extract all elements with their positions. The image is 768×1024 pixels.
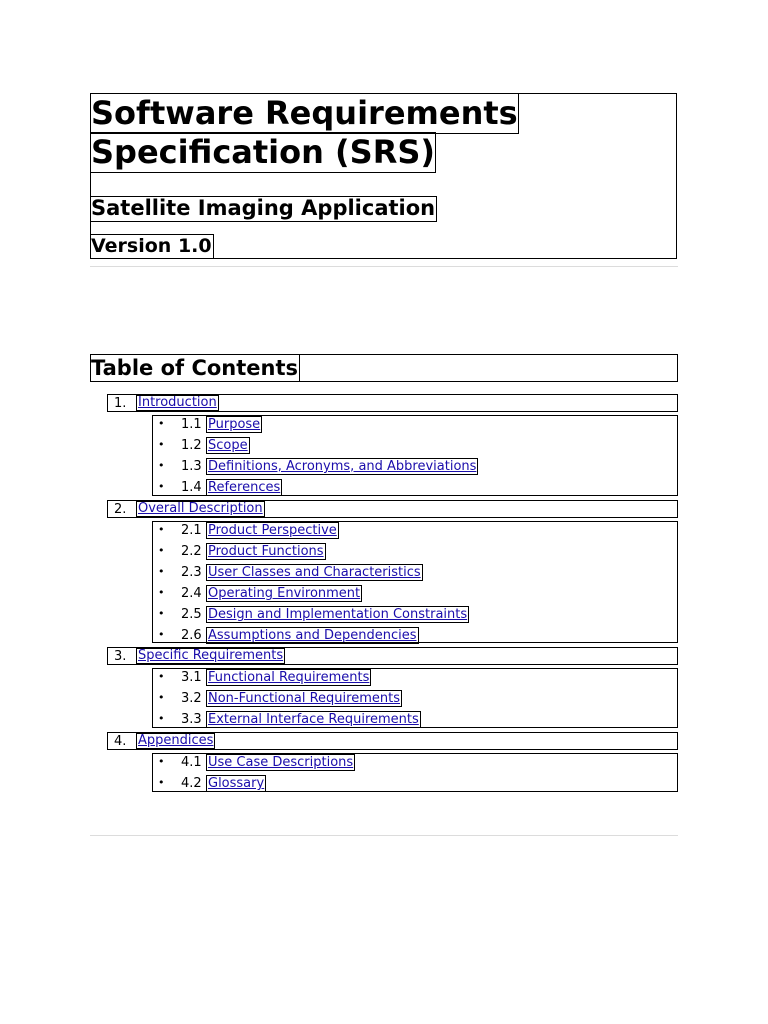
toc-link-definitions[interactable]: Definitions, Acronyms, and Abbreviations [208,459,477,474]
bullet-icon: • [158,755,165,768]
toc-subsection-list [152,753,678,792]
document-title-line1: Software Requirements [91,94,518,132]
toc-section-number: 1. [114,396,127,411]
toc-subsection-number: 1.1 [181,417,202,432]
toc-link-external-interface[interactable]: External Interface Requirements [208,712,419,727]
toc-subsection-number: 2.2 [181,544,202,559]
document-subtitle: Satellite Imaging Application [91,196,436,220]
bullet-icon: • [158,523,165,536]
toc-subsection-number: 1.4 [181,480,202,495]
toc-link-design-constraints[interactable]: Design and Implementation Constraints [208,607,468,622]
toc-section-3 [107,647,678,665]
document-header [90,93,677,259]
toc-subsection-number: 2.5 [181,607,202,622]
toc-link-purpose[interactable]: Purpose [208,417,261,432]
toc-subsection-list [152,521,678,643]
bullet-icon: • [158,480,165,493]
toc-subsection-number: 2.3 [181,565,202,580]
bullet-icon: • [158,459,165,472]
toc-subsection-list [152,668,678,728]
toc-link-user-classes[interactable]: User Classes and Characteristics [208,565,421,580]
toc-heading: Table of Contents [91,356,299,380]
toc-subsection-number: 4.2 [181,776,202,791]
bullet-icon: • [158,776,165,789]
toc-section-number: 3. [114,649,127,664]
document-title-line2: Specification (SRS) [91,133,436,171]
toc-link-non-functional-requirements[interactable]: Non-Functional Requirements [208,691,400,706]
bullet-icon: • [158,628,165,641]
toc-section-4 [107,732,678,750]
toc-subsection-number: 2.1 [181,523,202,538]
toc-subsection-number: 2.6 [181,628,202,643]
bullet-icon: • [158,586,165,599]
toc-subsection-number: 1.2 [181,438,202,453]
toc-subsection-number: 3.1 [181,670,202,685]
document-version: Version 1.0 [91,235,212,257]
bullet-icon: • [158,565,165,578]
bullet-icon: • [158,712,165,725]
toc-section-2 [107,500,678,518]
toc-link-specific-requirements[interactable]: Specific Requirements [138,648,284,663]
toc-section-1 [107,394,678,412]
toc-link-product-perspective[interactable]: Product Perspective [208,523,337,538]
bullet-icon: • [158,544,165,557]
toc-subsection-number: 4.1 [181,755,202,770]
toc-section-number: 4. [114,734,127,749]
toc-link-functional-requirements[interactable]: Functional Requirements [208,670,370,685]
toc-subsection-number: 2.4 [181,586,202,601]
bullet-icon: • [158,417,165,430]
divider [90,835,678,836]
toc-section-number: 2. [114,502,127,517]
bullet-icon: • [158,670,165,683]
bullet-icon: • [158,438,165,451]
divider [90,266,678,267]
toc-link-assumptions[interactable]: Assumptions and Dependencies [208,628,417,643]
toc-link-operating-environment[interactable]: Operating Environment [208,586,361,601]
toc-subsection-number: 1.3 [181,459,202,474]
bullet-icon: • [158,691,165,704]
toc-subsection-number: 3.3 [181,712,202,727]
toc-link-overall-description[interactable]: Overall Description [138,501,263,516]
toc-subsection-number: 3.2 [181,691,202,706]
toc-heading-box [90,354,678,382]
bullet-icon: • [158,607,165,620]
toc-link-product-functions[interactable]: Product Functions [208,544,324,559]
toc-link-scope[interactable]: Scope [208,438,248,453]
toc-link-use-case-descriptions[interactable]: Use Case Descriptions [208,755,354,770]
toc-subsection-list [152,415,678,496]
toc-link-glossary[interactable]: Glossary [208,776,265,791]
toc-link-appendices[interactable]: Appendices [138,733,214,748]
toc-link-introduction[interactable]: Introduction [138,395,217,410]
toc-link-references[interactable]: References [208,480,281,495]
